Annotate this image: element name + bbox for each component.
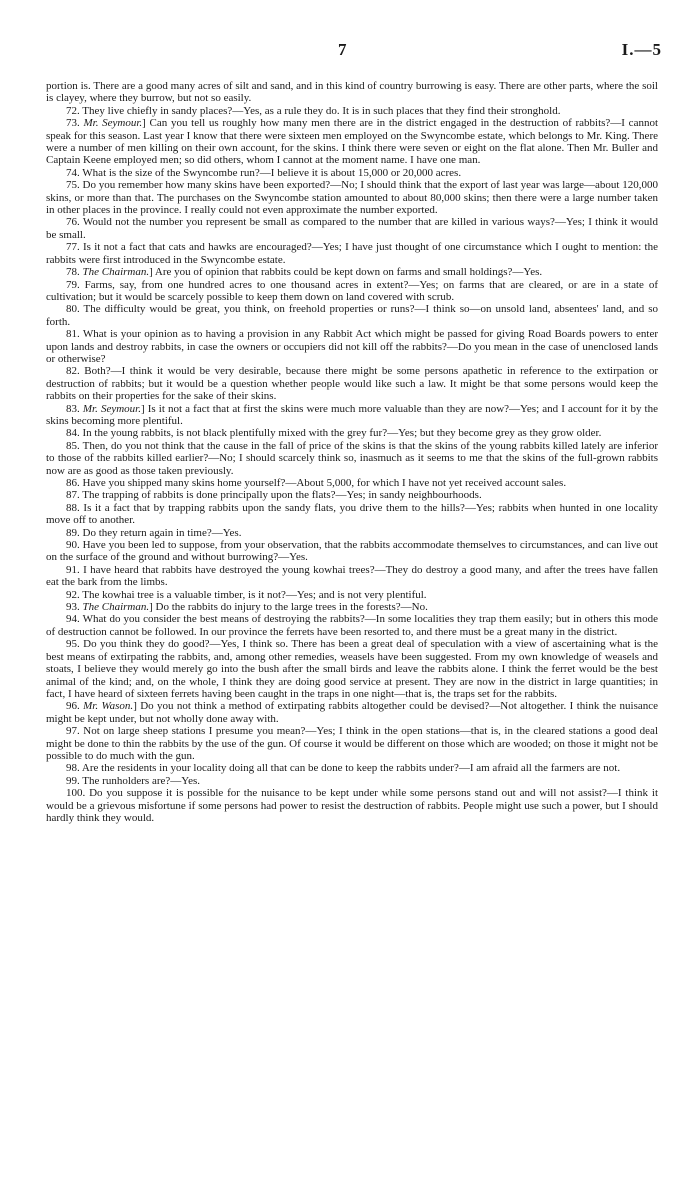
paragraph-text: 97. Not on large sheep stations I presume you mean?—Yes; I think in the open stations—that is, in the cleared stations a good deal might be done to thin the rabbits by the use of the gun. Of course it would be different on those which are wooded; on those it might not be possible to do much with the gun. (46, 725, 659, 762)
evidence-paragraph (46, 266, 658, 278)
paragraph-text: 80. The difficulty would be great, you think, on freehold properties or runs?—I think so—on unsold land, absentees' land, and so forth. (46, 303, 658, 328)
evidence-paragraph (46, 328, 658, 365)
paragraph-text: 92. The kowhai tree is a valuable timber, is it not?—Yes; and is not very plentiful. (66, 588, 427, 601)
evidence-paragraph (46, 725, 658, 762)
evidence-paragraph (46, 241, 658, 266)
evidence-paragraph (46, 775, 658, 787)
paragraph-text: 98. Are the residents in your locality doing all that can be done to keep the rabbits under?—I am afraid all the farmers are not. (66, 762, 621, 775)
page-number: 7 (338, 40, 347, 59)
evidence-paragraph (46, 502, 658, 527)
paragraph-text: 75. Do you remember how many skins have been exported?—No; I should think that the export of last year was large—about 120,000 skins, or more than that. The purchases on the Swyncombe station amounted to about 80,000 skins; then there were a large number taken in other places in the province. I really could not even approximate the number exported. (46, 179, 658, 217)
paragraph-text: 94. What do you consider the best means of destroying the rabbits?—In some localities they trap them easily; but in others this mode of destruction cannot be followed. In our province the ferrets have been resorted to, and there must be a great many in the district. (46, 613, 658, 638)
paragraph-text: ] Do the rabbits do injury to the large trees in the forests?—No. (149, 601, 428, 614)
evidence-paragraph (46, 179, 658, 216)
evidence-paragraph (46, 638, 658, 700)
evidence-paragraph (46, 216, 658, 241)
paragraph-text: 82. Both?—I think it would be very desirable, because there might be some persons apathetic in reference to the extirpation or destruction of rabbits; but it would be a question whether people would like such a law. It might be that some persons would keep the rabbits on their properties for the sake of their skins. (46, 365, 658, 403)
question-number: 96. (66, 700, 84, 713)
paragraph-text: portion is. There are a good many acres of silt and sand, and in this kind of country burrowing is easy. There are other parts, where the soil is clayey, where they burrow, but not so easily. (46, 80, 658, 105)
paragraph-text: 89. Do they return again in time?—Yes. (66, 526, 242, 539)
evidence-transcript (46, 80, 658, 824)
document-reference: I.—5 (621, 40, 662, 59)
paragraph-text: 77. Is it not a fact that cats and hawks are encouraged?—Yes; I have just thought of one circumstance which I ought to mention: the rabbits were first introduced in the Swyncombe estate. (46, 241, 658, 266)
question-number: 83. (66, 402, 83, 415)
evidence-paragraph (46, 700, 658, 725)
evidence-paragraph (46, 403, 658, 428)
paragraph-text: 76. Would not the number you represent be small as compared to the number that are killed in various ways?—Yes; I think it would be small. (46, 216, 658, 241)
evidence-paragraph (46, 303, 658, 328)
paragraph-text: 88. Is it a fact that by trapping rabbits upon the sandy flats, you drive them to the hills?—Yes; rabbits when hunted in one locality move off to another. (46, 501, 658, 527)
paragraph-text: 72. They live chiefly in sandy places?—Yes, as a rule they do. It is in such places that they find their stronghold. (66, 104, 561, 117)
paragraph-text: 100. Do you suppose it is possible for the nuisance to be kept under while some persons stand out and will not assist?—I think it would be a grievous misfortune if some persons had power to resist the destruction of rabbits. People might use such a power, but I should hardly think they would. (46, 787, 658, 824)
evidence-paragraph (46, 117, 658, 167)
page-header (0, 40, 700, 60)
evidence-paragraph (46, 613, 658, 638)
paragraph-text: 81. What is your opinion as to having a provision in any Rabbit Act which might be passed for giving Road Boards powers to enter upon lands and destroy rabbits, in case the owners or occupiers did not kill off the rabbits?—Do you mean in the case of unenclosed lands or otherwise? (46, 328, 658, 365)
evidence-paragraph (46, 601, 658, 613)
evidence-paragraph (46, 589, 658, 601)
paragraph-text: 85. Then, do you not think that the cause in the fall of price of the skins is that the skins of the young rabbits killed lately are inferior to those of the rabbits killed earlier?—No; I should scarcely think so, inasmuch as it seems to me that the skins of the full-grown rabbits now are as good as those taken previously. (46, 439, 658, 477)
evidence-paragraph (46, 489, 658, 501)
paragraph-text: 87. The trapping of rabbits is done principally upon the flats?—Yes; in sandy neighbourhoods. (66, 489, 482, 502)
speaker-name: Mr. Seymour. (82, 402, 141, 415)
question-number: 93. (66, 601, 83, 614)
evidence-paragraph (46, 787, 658, 824)
paragraph-text: 91. I have heard that rabbits have destroyed the young kowhai trees?—They do destroy a good many, and after the trees have fallen eat the bark from the limbs. (46, 563, 658, 589)
paragraph-text: 86. Have you shipped many skins home yourself?—About 5,000, for which I have not yet received account sales. (66, 477, 567, 489)
evidence-paragraph (46, 279, 658, 304)
speaker-name: The Chairman. (82, 266, 150, 279)
evidence-paragraph (46, 80, 658, 105)
evidence-paragraph (46, 539, 658, 564)
evidence-paragraph (46, 527, 658, 539)
speaker-name: The Chairman. (82, 601, 150, 614)
paragraph-text: ] Are you of opinion that rabbits could be kept down on farms and small holdings?—Yes. (149, 266, 543, 279)
speaker-name: Mr. Seymour. (83, 117, 143, 130)
question-number: 78. (66, 266, 83, 279)
paragraph-text: ] Can you tell us roughly how many men there are in the district engaged in the destruction of rabbits?—I cannot speak for this season. Last year I know that there were sixteen men employed on the Swyncombe estate, which belongs to Mr. King. There were a number of men killing on their own account, for the skins. I think there were seven or eight on the flat alone. Then Mr. Buller and Captain Keene employed men; so did others, whom I cannot at the moment name. I have one man. (46, 117, 659, 167)
evidence-paragraph (46, 762, 658, 774)
evidence-paragraph (46, 564, 658, 589)
paragraph-text: 99. The runholders are?—Yes. (66, 774, 201, 787)
paragraph-text: 74. What is the size of the Swyncombe run?—I believe it is about 15,000 or 20,000 acres. (66, 166, 462, 179)
evidence-paragraph (46, 105, 658, 117)
question-number: 73. (66, 117, 84, 130)
speaker-name: Mr. Wason. (83, 700, 134, 713)
paragraph-text: 95. Do you think they do good?—Yes, I think so. There has been a great deal of speculation with a view of ascertaining what is the best means of extirpating the rabbits, and, among other remedies, weasels have been suggested. From my own knowledge of weasels and stoats, I believe they would merely go into the bush after the small birds and leave the rabbits alone. I think the ferret would be the best animal of the kind; and, on the whole, I think they are doing good service at present. They are now in the district in large quantities; in fact, I have heard of sixteen ferrets having been caught in the traps in one night—that is, the traps set for the rabbits. (46, 638, 658, 700)
evidence-paragraph (46, 365, 658, 402)
paragraph-text: 90. Have you been led to suppose, from your observation, that the rabbits accommodate themselves to circumstances, and can live out on the surface of the ground and without burrowing?—Yes. (46, 539, 658, 564)
paragraph-text: 84. In the young rabbits, is not black plentifully mixed with the grey fur?—Yes; but they become grey as they grow older. (66, 427, 602, 440)
evidence-paragraph (46, 167, 658, 179)
evidence-paragraph (46, 440, 658, 477)
paragraph-text: ] Is it not a fact that at first the skins were much more valuable than they are now?—Yes; and I account for it by the skins becoming more plentiful. (46, 402, 658, 427)
evidence-paragraph (46, 427, 658, 439)
evidence-paragraph (46, 477, 658, 489)
paragraph-text: 79. Farms, say, from one hundred acres to one thousand acres in extent?—Yes; on farms that are cleared, or are in a state of cultivation; but it would be scarcely possible to keep them down on land covered with scrub. (46, 278, 658, 303)
paragraph-text: ] Do you not think a method of extirpating rabbits altogether could be devised?—Not altogether. I think the nuisance might be kept under, but not wholly done away with. (46, 700, 659, 725)
